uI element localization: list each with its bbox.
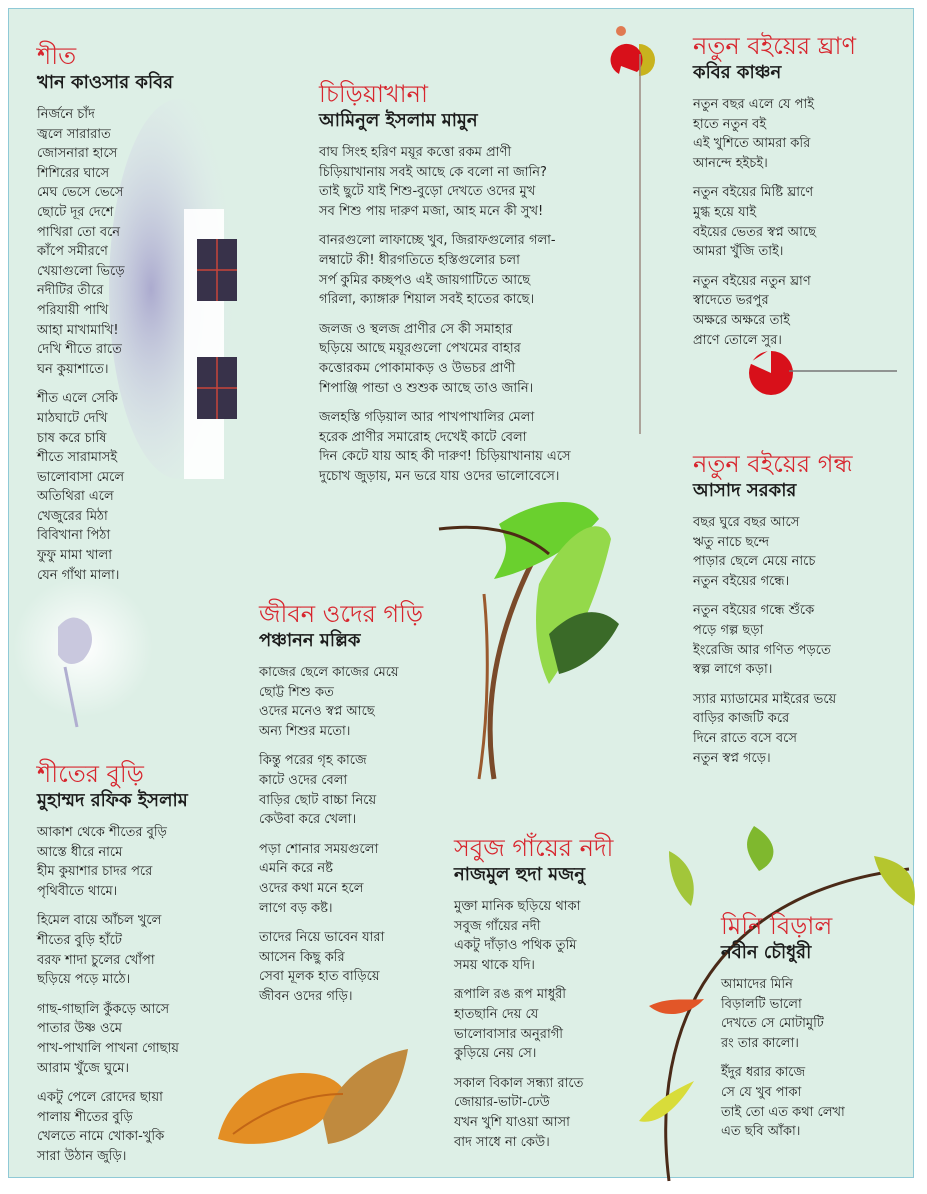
poem-line: ছড়িয়ে আছে ময়ূরগুলো পেখমের বাহার [319, 341, 521, 357]
poem-line: রং তার কালো। [721, 1035, 799, 1051]
poem-line: অক্ষরে অক্ষরে তাই [693, 312, 790, 328]
poem-line: পাখ-পাখালি পাখনা গোছায় [37, 1040, 179, 1056]
poem-line: হিমেল বায়ে আঁচল খুলে [37, 913, 162, 929]
poem-line: আনন্দে হইচই। [693, 155, 768, 171]
poem-line: নতুন বইয়ের নতুন ঘ্রাণ [693, 273, 811, 289]
poem-stanza [37, 823, 188, 901]
poem-line: দিন কেটে যায় আহ কী দারুণ! চিড়িয়াখানায় এসে [319, 449, 571, 465]
poem-chiriakhana [319, 79, 571, 497]
poem-title: শীত [37, 42, 77, 70]
poem-stanza [454, 1074, 613, 1152]
poem-line: আস্তে ধীরে নামে [37, 844, 123, 860]
poem-line: অন্য শিশুর মতো। [259, 723, 351, 739]
poem-line: নদীটির তীরে [37, 283, 104, 299]
poem-line: সারা উঠান জুড়ি। [37, 1148, 127, 1164]
poem-stanza [259, 751, 423, 829]
poem-stanza [37, 105, 173, 379]
poem-author: নাজমুল হুদা মজনু [454, 864, 586, 885]
poem-line: বছর ঘুরে বছর আসে [693, 515, 800, 530]
poem-stanza [259, 663, 423, 741]
poem-line: খেয়াগুলো ভিড়ে [37, 263, 125, 279]
poem-line: এত ছবি আঁকা। [721, 1124, 801, 1140]
poem-line: ফুফু মামা খালা [37, 548, 113, 564]
poem-line: চাষ করে চাষি [37, 430, 107, 446]
poem-jibon-oder-gori [259, 599, 423, 1017]
poem-stanza [454, 985, 613, 1063]
window-icon [197, 239, 237, 301]
poem-line: শিশিরের ঘাসে [37, 165, 110, 181]
poem-line: বরফ শাদা চুলের খোঁপা [37, 952, 155, 968]
poem-line: ভালোবাসা মেলে [37, 469, 125, 485]
poem-title: মিনি বিড়াল [721, 912, 833, 940]
poem-stanza [37, 911, 188, 989]
poem-line: ইংরেজি আর গণিত পড়তে [693, 642, 831, 658]
poem-line: আকাশ থেকে শীতের বুড়ি [37, 825, 167, 840]
poem-title: নতুন বইয়ের ঘ্রাণ [693, 32, 856, 60]
poem-title: নতুন বইয়ের গন্ধ [693, 450, 853, 478]
poem-line: যখন খুশি যাওয়া আসা [454, 1114, 570, 1130]
poem-line: রূপালি রঙ রূপ মাধুরী [454, 987, 566, 1003]
poem-line: কাঁপে সমীরণে [37, 244, 108, 260]
poem-line: বাঘ সিংহ হরিণ ময়ূর কত্তো রকম প্রাণী [319, 145, 512, 160]
poem-line: কাটে ওদের বেলা [259, 772, 348, 788]
poem-line: পাতার উষ্ণ ওমে [37, 1021, 122, 1037]
poem-line: শীত এলে সেকি [37, 391, 118, 407]
poem-line: দেখি শীতে রাতে [37, 342, 122, 358]
poem-line: নতুন বইয়ের গন্ধে শুঁকে [693, 603, 815, 619]
poem-stanza [693, 601, 852, 679]
poem-line: সে যে খুব পাকা [721, 1084, 802, 1100]
poem-title: জীবন ওদের গড়ি [259, 600, 424, 628]
poem-line: জোসনারা হাসে [37, 146, 118, 162]
poem-line: একটু পেলে রোদের ছায়া [37, 1090, 163, 1106]
poem-line: সব শিশু পায় দারুণ মজা, আহ মনে কী সুখ! [319, 203, 544, 219]
poem-line: আহা মাখামাখি! [37, 322, 119, 338]
poem-line: ওদের কথা মনে হলে [259, 880, 364, 896]
poem-line: জীবন ওদের গড়ি। [259, 988, 353, 1004]
poem-line: চিড়িয়াখানায় সবই আছে কে বলো না জানি? [319, 164, 547, 180]
poem-line: জ্বলে সারারাত [37, 126, 111, 142]
poem-line: বাড়ির কাজটি করে [693, 711, 790, 727]
poem-line: বিড়ালটি ভালো [721, 996, 802, 1012]
poem-line: হরেক প্রাণীর সমারোহ দেখেই কাটে বেলা [319, 429, 527, 445]
poem-line: নতুন বছর এলে যে পাই [693, 97, 814, 112]
poem-line: পাড়ার ছেলে মেয়ে নাচে [693, 554, 816, 570]
poem-line: নতুন বইয়ের মিষ্টি ঘ্রাণে [693, 185, 814, 201]
poem-line: পড়ে গল্প ছড়া [693, 622, 764, 638]
poem-line: ঋতু নাচে ছন্দে [693, 534, 770, 550]
poem-stanza [454, 897, 613, 975]
poem-line: নতুন স্বপ্ন গড়ে। [693, 750, 771, 766]
poem-line: জলহস্তি গড়িয়াল আর পাখপাখালির মেলা [319, 410, 535, 426]
poem-stanza [319, 231, 571, 309]
poem-stanza [721, 975, 845, 1053]
poem-line: তাই তো এত কথা লেখা [721, 1104, 845, 1120]
poem-line: দিনে রাতে বসে বসে [693, 730, 797, 746]
poem-line: সময় থাকে যদি। [454, 957, 535, 973]
poem-stanza [693, 95, 856, 173]
poem-stanza [319, 320, 571, 398]
poem-line: সকাল বিকাল সন্ধ্যা রাতে [454, 1075, 584, 1091]
poem-line: আরাম খুঁজে ঘুমে। [37, 1060, 130, 1076]
poem-title: চিড়িয়াখানা [319, 80, 428, 108]
poem-stanza [721, 1063, 845, 1141]
poem-stanza [693, 513, 852, 591]
poem-author: আসাদ সরকার [693, 480, 797, 501]
poem-line: যেন গাঁথা মালা। [37, 567, 120, 583]
poem-line: হাতছানি দেয় যে [454, 1006, 539, 1022]
poem-line: ঘন কুয়াশাতে। [37, 361, 109, 377]
poem-line: মুক্তা মানিক ছড়িয়ে থাকা [454, 899, 581, 914]
poem-author: আমিনুল ইসলাম মামুন [319, 110, 478, 131]
poem-line: অতিথিরা এলে [37, 489, 114, 505]
poem-line: স্বল্প লাগে কড়া। [693, 662, 773, 678]
poem-stanza [37, 1088, 188, 1166]
poem-line: বাদ সাধে না কেউ। [454, 1134, 550, 1150]
poem-stanza [319, 408, 571, 486]
old-woman-silhouette-illustration [13, 587, 163, 737]
window-icon [197, 357, 237, 419]
poem-line: মুগ্ধ হয়ে যাই [693, 204, 757, 220]
poem-line: বিবিখানা পিঠা [37, 528, 111, 544]
poem-line: স্বাদেতে ভরপুর [693, 293, 769, 309]
poem-notun-boiyer-gandha [693, 449, 852, 778]
poem-line: মেঘ ভেসে ভেসে [37, 185, 124, 201]
poem-line: গাছ-গাছালি কুঁকড়ে আসে [37, 1001, 170, 1017]
magazine-page [8, 8, 914, 1178]
poem-line: মাঠঘাটে দেখি [37, 410, 108, 426]
poem-line: হাতে নতুন বই [693, 116, 767, 132]
poem-line: ওদের মনেও স্বপ্ন আছে [259, 704, 375, 720]
poem-line: কাজের ছেলে কাজের মেয়ে [259, 665, 399, 680]
poem-stanza [259, 928, 423, 1006]
poem-line: হীম কুয়াশার চাদর পরে [37, 864, 153, 880]
poem-line: আমাদের মিনি [721, 977, 793, 992]
poem-line: কত্তোরকম পোকামাকড় ও উভচর প্রাণী [319, 360, 516, 376]
poem-title: শীতের বুড়ি [37, 760, 144, 788]
poem-line: জলজ ও স্থলজ প্রাণীর সে কী সমাহার [319, 321, 513, 337]
poem-line: বাড়ির ছোট বাচ্চা নিয়ে [259, 792, 377, 808]
poem-line: খেলতে নামে খোকা-খুকি [37, 1129, 165, 1145]
poem-line: প্রাণে তোলে সুর। [693, 332, 782, 348]
poem-line: এমনি করে নষ্ট [259, 861, 333, 877]
poem-line: লাগে বড় কষ্ট। [259, 900, 333, 916]
poem-line: ছড়িয়ে পড়ে মাঠে। [37, 972, 131, 988]
poem-line: স্যার ম্যাডামের মাইরের ভয়ে [693, 691, 837, 707]
poem-line: নতুন বইয়ের গন্ধে। [693, 573, 790, 589]
poem-line: এই খুশিতে আমরা করি [693, 136, 811, 152]
poem-line: পড়া শোনার সময়গুলো [259, 841, 379, 857]
poem-line: আসেন কিছু করি [259, 949, 345, 965]
poem-line: শিপাঞ্জি পান্ডা ও শুশুক আছে তাও জানি। [319, 380, 534, 396]
poem-line: দুচোখ জুড়ায়, মন ভরে যায় ওদের ভালোবেসে। [319, 468, 560, 484]
poem-author: কবির কাঞ্চন [693, 62, 782, 83]
poem-line: পালায় শীতের বুড়ি [37, 1109, 133, 1125]
poem-line: তাই ছুটে যাই শিশু-বুড়ো দেখতে ওদের মুখ [319, 184, 536, 200]
poem-stanza [37, 389, 173, 585]
poem-line: কেউবা করে খেলা। [259, 812, 357, 828]
poem-line: দেখতে সে মোটামুটি [721, 1016, 824, 1032]
poem-title: সবুজ গাঁয়ের নদী [454, 834, 614, 862]
poem-author: পঞ্চানন মল্লিক [259, 630, 361, 651]
poem-author: নবীন চৌধুরী [721, 942, 812, 963]
poem-stanza [693, 272, 856, 350]
poem-line: একটু দাঁড়াও পথিক তুমি [454, 938, 577, 954]
poem-line: কিন্তু পরের গৃহ কাজে [259, 753, 367, 769]
poem-line: পাখিরা তো বনে [37, 224, 121, 240]
poem-line: বইয়ের ভেতর স্বপ্ন আছে [693, 224, 817, 240]
poem-notun-boiyer-ghran [693, 31, 856, 360]
poem-line: শীতের বুড়ি হাঁটে [37, 932, 122, 948]
poem-sabuj-gayer-nodi [454, 833, 613, 1162]
poem-line: বানরগুলো লাফাচ্ছে খুব, জিরাফগুলোর গলা- [319, 233, 556, 249]
poem-line: নির্জনে চাঁদ [37, 107, 95, 122]
poem-line: পৃথিবীতে থামে। [37, 883, 118, 899]
poem-line: কুড়িয়ে নেয় সে। [454, 1046, 537, 1062]
poem-line: ছোটে দূর দেশে [37, 204, 114, 220]
poem-mini-biral [721, 911, 845, 1152]
poem-stanza [259, 840, 423, 918]
poem-author: খান কাওসার কবির [37, 72, 174, 93]
poem-stanza [37, 1000, 188, 1078]
pinwheel-icon [599, 24, 679, 114]
poem-line: পরিযায়ী পাখি [37, 302, 109, 318]
poem-sheeter-buri [37, 759, 188, 1177]
poem-line: ছোট্ট শিশু কত [259, 684, 334, 700]
poem-line: সর্প কুমির কচ্ছপও এই জায়গাটিতে আছে [319, 272, 531, 288]
poem-line: আমরা খুঁজি তাই। [693, 244, 784, 260]
poem-line: সেবা মূলক হাত বাড়িয়ে [259, 969, 380, 985]
poem-stanza [319, 143, 571, 221]
poem-stanza [693, 183, 856, 261]
autumn-leaves-illustration [213, 1049, 413, 1159]
poem-line: খেজুরের মিঠা [37, 508, 108, 524]
poem-author: মুহাম্মদ রফিক ইসলাম [37, 790, 188, 811]
poem-line: জোয়ার-ভাটা-ঢেউ [454, 1095, 550, 1111]
poem-line: গরিলা, ক্যাঙ্গারু শিয়াল সবই হাতের কাছে। [319, 292, 535, 308]
poem-line: সবুজ গাঁয়ের নদী [454, 918, 541, 934]
green-leaf-illustration [439, 484, 629, 794]
poem-line: ভালোবাসার অনুরাগী [454, 1026, 563, 1042]
poem-line: লম্বাটে কী! ধীরগতিতে হস্তিগুলোর চলা [319, 252, 520, 268]
poem-line: তাদের নিয়ে ভাবেন যারা [259, 930, 385, 946]
poem-line: ইঁদুর ধরার কাজে [721, 1065, 806, 1081]
poem-sheet [37, 41, 173, 595]
poem-line: শীতে সারামাসই [37, 450, 118, 466]
poem-stanza [693, 690, 852, 768]
